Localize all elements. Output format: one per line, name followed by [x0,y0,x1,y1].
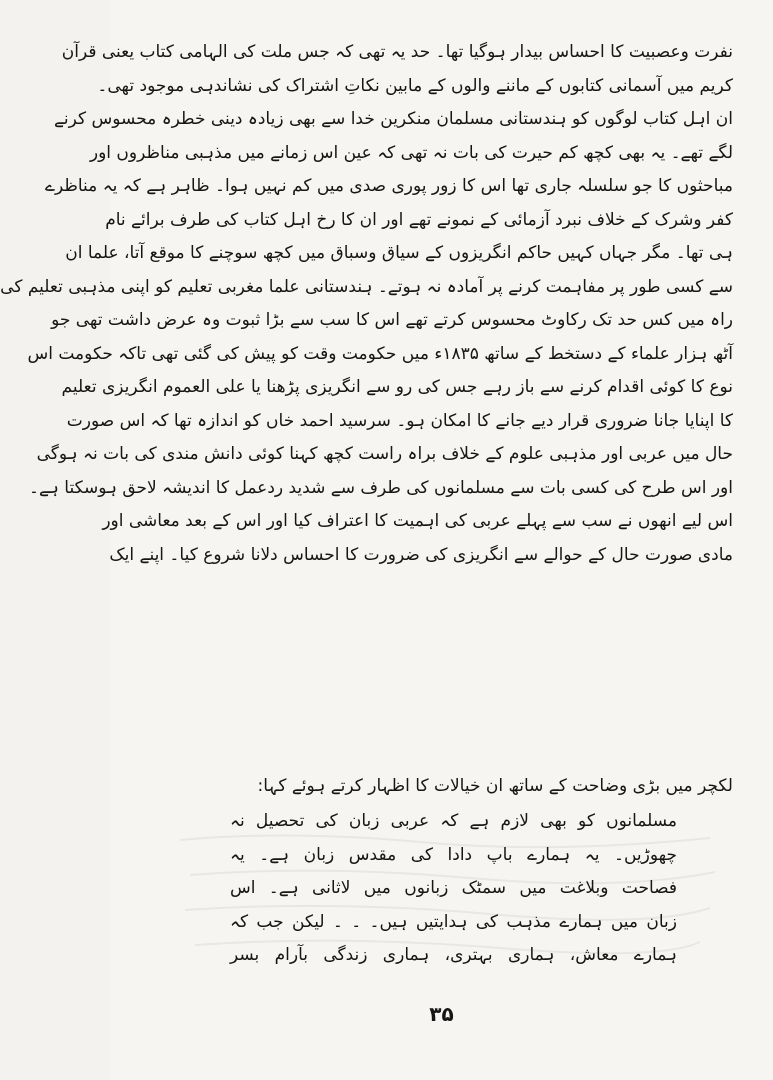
body-line: کا اپنایا جانا ضروری قرار دیے جانے کا امکان ہو۔ سرسید احمد خاں کو اندازہ تھا کہ اس صورت [66,410,733,431]
body-line: نفرت وعصبیت کا احساس بیدار ہوگیا تھا۔ حد یہ تھی کہ جس ملت کی الہامی کتاب یعنی قرآن [61,42,733,62]
body-line: مباحثوں کا جو سلسلہ جاری تھا اس کا زور پوری صدی میں کم نہیں ہوا۔ ظاہر ہے کہ یہ مناظرے [45,176,733,196]
block-quote [230,805,677,973]
body-line: سے کسی طور پر مفاہمت کرنے پر آمادہ نہ ہوتے۔ ہندستانی علما مغربی تعلیم کو اپنی مذہبی تعلیم کی [0,276,733,297]
page-number: ۳۵ [429,1002,454,1026]
body-text [0,36,733,572]
body-line: راہ میں کس حد تک رکاوٹ محسوس کرتے تھے اس کا سب سے بڑا ثبوت وہ عرض داشت تھی جو [51,310,733,330]
quote-line: فصاحت وبلاغت میں سمٹک زبانوں میں لاثانی ہے۔ اس [230,878,677,898]
body-line: حال میں عربی اور مذہبی علوم کے خلاف براہ راست کچھ کہنا کوئی دانش مندی کی بات نہ ہوگی [36,444,733,464]
body-line: کریم میں آسمانی کتابوں کے ماننے والوں کے مابین نکاتِ اشتراک کی نشاندہی موجود تھی۔ [97,75,733,96]
quote-line: زبان میں ہمارے مذہب کی ہدایتیں ہیں۔ ۔ ۔ لیکن جب کہ [230,911,677,932]
body-line: کفر وشرک کے خلاف نبرد آزمائی کے نمونے تھے اور ان کا رخ اہل کتاب کی طرف برائے نام [105,209,733,230]
body-line: لگے تھے۔ یہ بھی کچھ کم حیرت کی بات نہ تھی کہ عین اس زمانے میں مذہبی مناظروں اور [89,142,733,163]
body-line: نوع کا کوئی اقدام کرنے سے باز رہے جس کی رو سے انگریزی پڑھنا یا علی العموم انگریزی تعلیم [61,377,733,397]
body-line: ان اہل کتاب لوگوں کو ہندستانی مسلمان منکرین خدا سے بھی زیادہ دینی خطرہ محسوس کرنے [53,109,733,129]
quote-intro-line: لکچر میں بڑی وضاحت کے ساتھ ان خیالات کا اظہار کرتے ہوئے کہا: [257,776,733,796]
body-line: مادی صورت حال کے حوالے سے انگریزی کی ضرورت کا احساس دلانا شروع کیا۔ اپنے ایک [109,544,733,565]
quote-line: ہمارے معاش، ہماری بہتری، ہماری زندگی بآرام بسر [230,945,677,965]
body-line: اس لیے انھوں نے سب سے پہلے عربی کی اہمیت کا اعتراف کیا اور اس کے بعد معاشی اور [102,511,733,531]
body-line: اور اس طرح کی کسی بات سے مسلمانوں کی طرف سے شدید ردعمل کا اندیشہ لاحق ہوسکتا ہے۔ [29,477,733,498]
quote-line: مسلمانوں کو بھی لازم ہے کہ عربی زبان کی تحصیل نہ [230,811,677,831]
body-line: آٹھ ہزار علماء کے دستخط کے ساتھ ۱۸۳۵ء میں حکومت وقت کو پیش کی گئی تھی تاکہ حکومت اس [27,343,733,364]
quote-line: چھوڑیں۔ یہ ہمارے باپ دادا کی مقدس زبان ہے۔ یہ [230,844,677,865]
body-line: ہی تھا۔ مگر جہاں کہیں حاکم انگریزوں کے سیاق وسباق میں کچھ سوچنے کا موقع آتا، علما ان [65,243,733,263]
